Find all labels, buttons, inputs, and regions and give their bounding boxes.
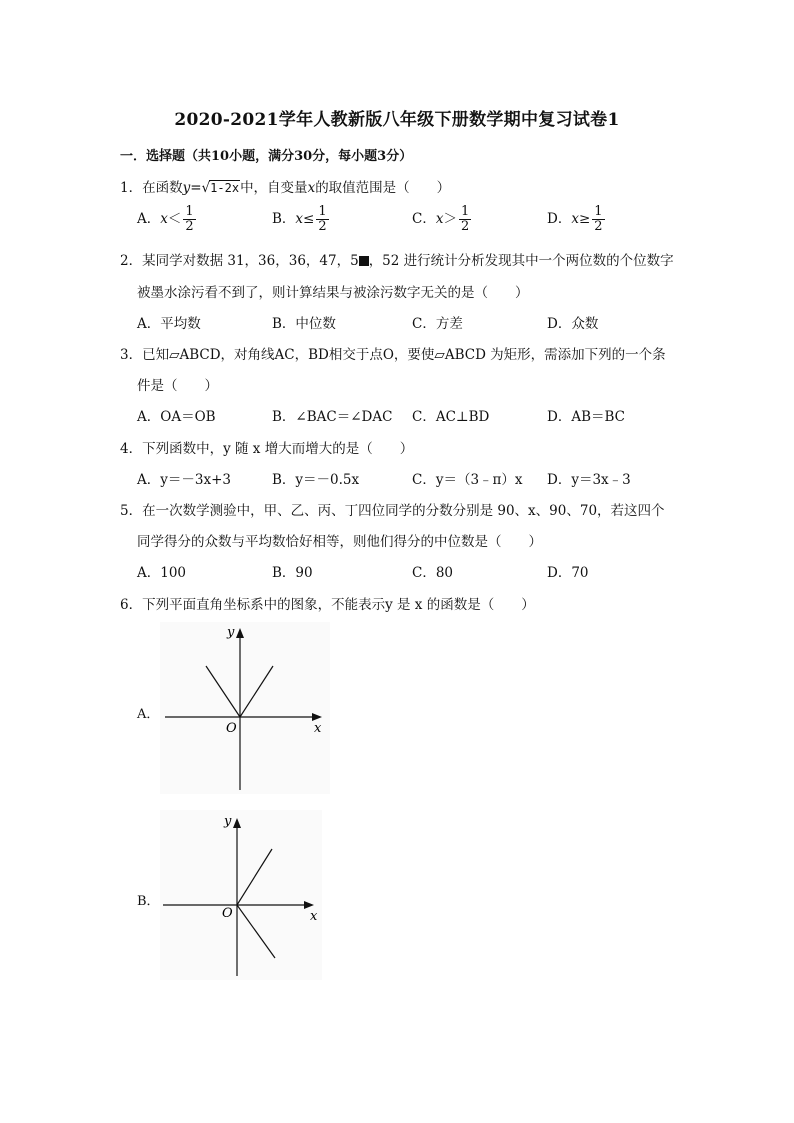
fraction: [316, 205, 328, 234]
section-heading: 一．选择题（共10小题，满分30分，每小题3分）: [120, 149, 413, 164]
question-4-stem: 4．下列函数中，y 随 x 增大而增大的是（ ）: [120, 441, 414, 457]
q6-graph-b[interactable]: [160, 810, 322, 980]
fraction-numerator: 1: [460, 204, 470, 219]
origin-label: O: [226, 721, 237, 736]
q4-option-c[interactable]: C．y＝（3﹣π）x: [412, 472, 523, 488]
q5-option-d[interactable]: D．70: [547, 565, 589, 581]
option-operator: ＞: [443, 211, 457, 227]
question-2-line-2: 被墨水涂污看不到了，则计算结果与被涂污数字无关的是（ ）: [137, 285, 529, 301]
q6-graph-a[interactable]: [160, 622, 330, 794]
q4-option-b[interactable]: B．y＝－0.5x: [272, 472, 360, 488]
q4-option-d[interactable]: D．y＝3x﹣3: [547, 472, 631, 488]
option-operator: ≤: [303, 211, 315, 227]
q2-text-b: ，52 进行统计分析发现其中一个两位数的个位数字: [368, 253, 674, 269]
origin-label: O: [222, 906, 233, 921]
question-3-line-1: 3．已知▱ABCD，对角线AC，BD相交于点O，要使▱ABCD 为矩形，需添加下列的一个条: [120, 347, 666, 363]
q3-option-c[interactable]: C．AC⊥BD: [412, 409, 490, 425]
fraction-denominator: 2: [594, 219, 603, 234]
q2-option-b[interactable]: B．中位数: [272, 316, 336, 332]
question-2-line-1: [120, 249, 674, 269]
x-axis-label: x: [310, 909, 318, 924]
option-var: x: [295, 211, 304, 227]
fraction-denominator: 2: [185, 219, 194, 234]
fraction-numerator: 1: [185, 204, 194, 219]
sqrt-icon: √: [201, 180, 211, 196]
fraction-denominator: 2: [318, 219, 327, 234]
fraction-denominator: 2: [460, 219, 470, 234]
q1-suffix2: 的取值范围是（ ）: [315, 180, 451, 196]
graph-background: [160, 810, 322, 980]
y-axis-label: y: [227, 625, 235, 640]
q3-option-b[interactable]: B．∠BAC＝∠DAC: [272, 409, 393, 425]
q1-var-x: x: [307, 180, 316, 196]
q1-suffix: 中，自变量: [240, 180, 308, 196]
option-var: x: [435, 211, 444, 227]
q1-option-b[interactable]: [272, 205, 329, 234]
question-6-stem: 6．下列平面直角坐标系中的图象，不能表示y 是 x 的函数是（ ）: [120, 597, 535, 613]
q3-option-d[interactable]: D．AB＝BC: [547, 409, 625, 425]
question-3-line-2: 件是（ ）: [137, 378, 218, 394]
q1-option-a[interactable]: [137, 205, 196, 234]
option-letter: D．: [547, 211, 572, 227]
fraction-numerator: 1: [594, 204, 603, 219]
q6-option-a-label[interactable]: A．: [137, 707, 160, 722]
q3-option-a[interactable]: A．OA＝OB: [137, 409, 216, 425]
x-axis-label: x: [314, 721, 322, 736]
option-letter: C．: [412, 211, 436, 227]
q1-option-d[interactable]: [547, 205, 605, 234]
q1-radicand: 1-2x: [210, 181, 240, 195]
question-5-line-1: 5．在一次数学测验中，甲、乙、丙、丁四位同学的分数分别是 90、x、90、70，若这四个: [120, 503, 665, 519]
q5-option-a[interactable]: A．100: [137, 565, 187, 581]
question-5-line-2: 同学得分的众数与平均数恰好相等，则他们得分的中位数是（ ）: [137, 534, 542, 550]
q6-option-b-label[interactable]: B．: [137, 894, 160, 909]
q4-option-a[interactable]: A．y＝－3x+3: [137, 472, 231, 488]
q5-option-c[interactable]: C．80: [412, 565, 454, 581]
fraction: [592, 205, 604, 234]
q2-option-a[interactable]: A．平均数: [137, 316, 201, 332]
q5-option-b[interactable]: B．90: [272, 565, 313, 581]
option-operator: ＜: [167, 211, 182, 227]
q2-option-c[interactable]: C．方差: [412, 316, 463, 332]
q2-text-a: 2．某同学对数据 31，36，36，47，5: [120, 253, 359, 269]
page-title: 2020-2021学年人教新版八年级下册数学期中复习试卷1: [174, 110, 620, 130]
y-axis-label: y: [224, 814, 232, 829]
option-letter: A．: [137, 211, 161, 227]
q1-equals: =: [190, 180, 202, 196]
option-operator: ≥: [578, 211, 591, 227]
q2-option-d[interactable]: D．众数: [547, 316, 599, 332]
q1-var-y: y: [182, 180, 191, 196]
option-letter: B．: [272, 211, 296, 227]
q1-prefix: 1．在函数: [120, 180, 183, 196]
fraction-numerator: 1: [318, 204, 327, 219]
fraction: [183, 205, 195, 234]
question-1-stem: [120, 176, 450, 196]
q1-option-c[interactable]: [412, 205, 471, 234]
fraction: [459, 205, 471, 234]
option-var: x: [571, 211, 579, 227]
graph-background: [160, 622, 330, 794]
ink-blot-icon: [359, 256, 369, 266]
option-var: x: [160, 211, 168, 227]
